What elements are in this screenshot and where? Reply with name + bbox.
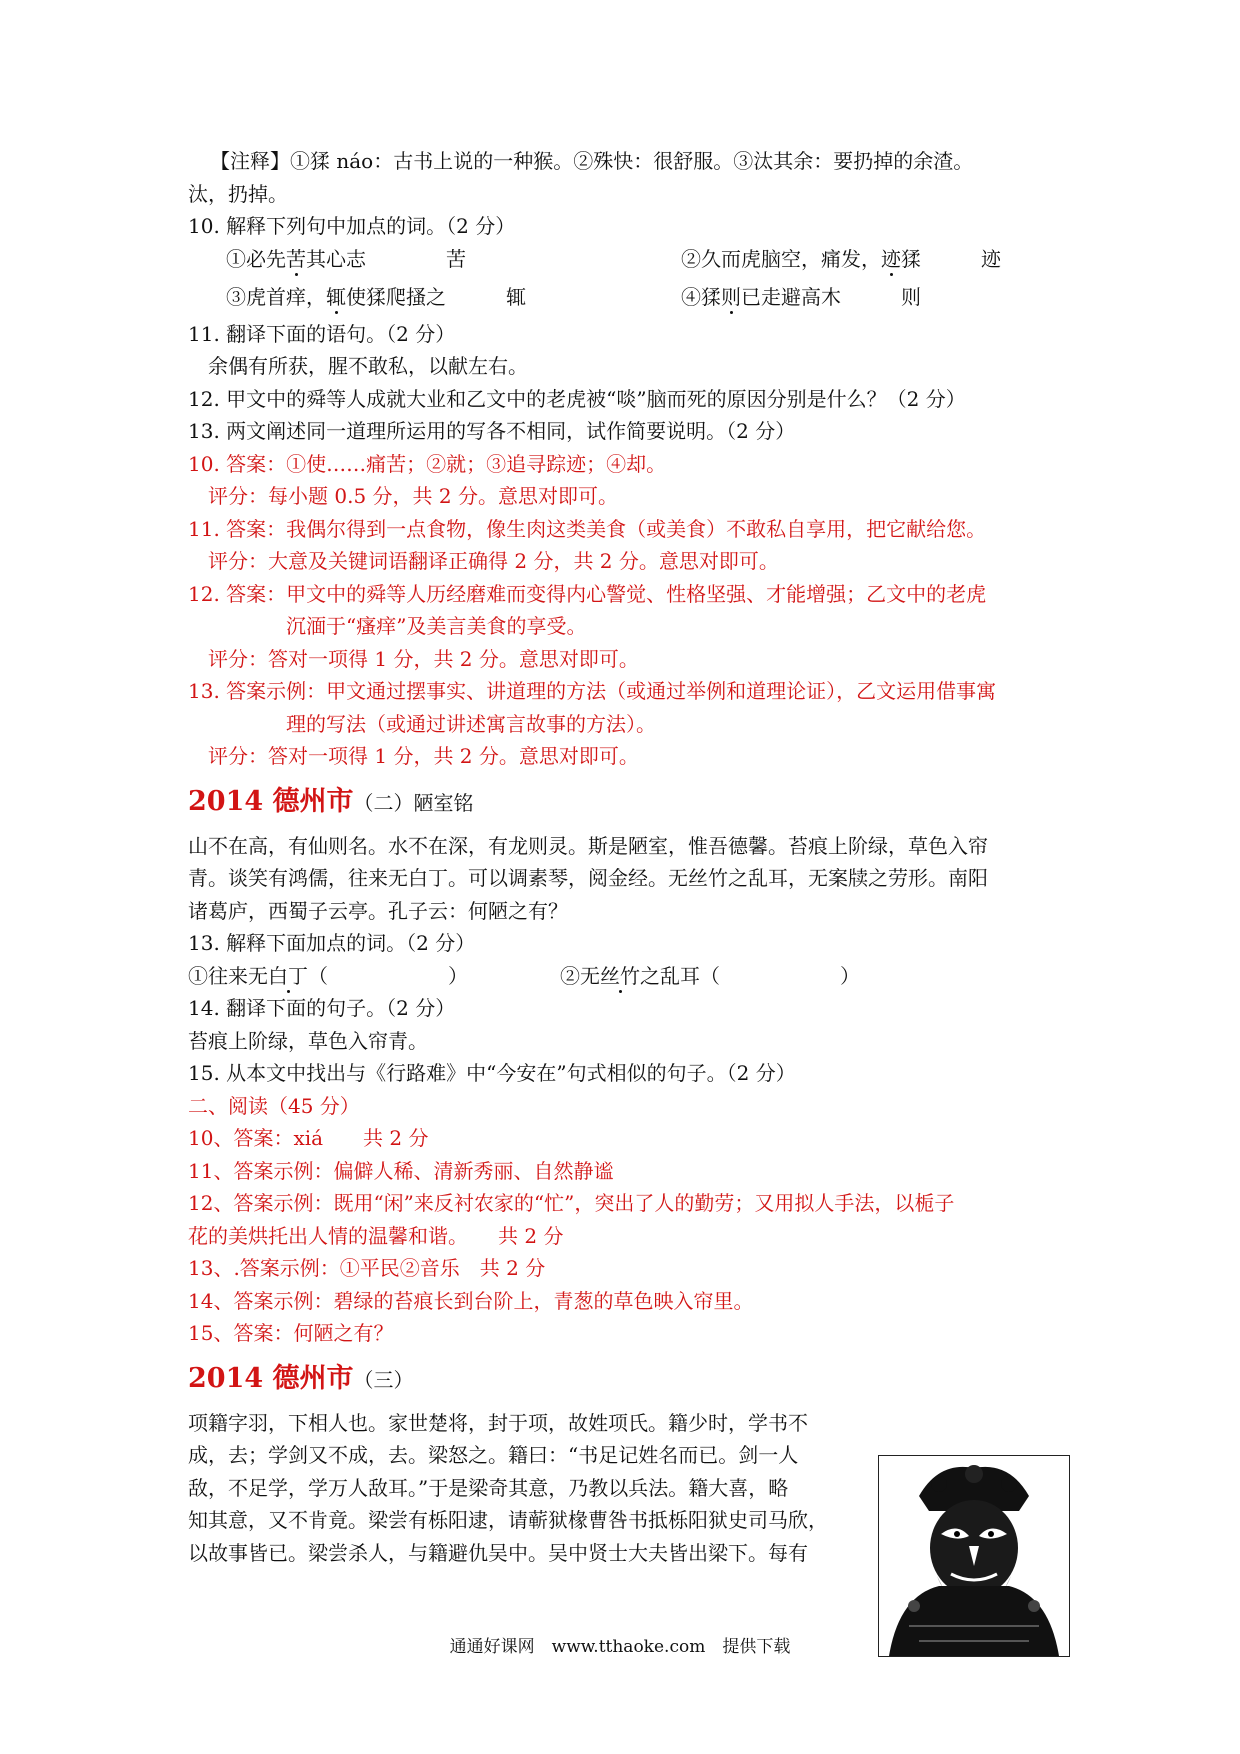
answer-12: 12、答案示例：既用“闲”来反衬农家的“忙”，突出了人的勤劳；又用拟人手法，以栀子 (188, 1191, 955, 1215)
note-line: 汰，扔掉。 (188, 181, 288, 206)
answer-10: 10. 答案：①使……痛苦；②就；③追寻踪迹；④却。 (188, 451, 667, 476)
answer-13-cont: 理的写法（或通过讲述寓言故事的方法）。 (286, 711, 656, 736)
opera-mask-portrait-image (878, 1455, 1070, 1657)
passage-line: 青。谈笑有鸿儒，往来无白丁。可以调素琴，阅金经。无丝竹之乱耳，无案牍之劳形。南阳 (188, 866, 988, 890)
passage-line: 项籍字羽，下相人也。家世楚将，封于项，故姓项氏。籍少时，学书不 (188, 1410, 808, 1435)
passage-line: 诸葛庐，西蜀子云亭。孔子云：何陋之有？ (188, 898, 568, 923)
q10-item-2: ②久而虎脑空，痛发，迹猱 迹 (681, 246, 1001, 271)
q13-row (188, 960, 1058, 993)
answer-12-cont: 沉湎于“瘙痒”及美言美食的享受。 (286, 614, 587, 638)
footer-download-credit: 通通好课网 www.tthaoke.com 提供下载 (449, 1637, 791, 1657)
question-14-text: 苔痕上阶绿，草色入帘青。 (188, 1028, 428, 1053)
q10-row (188, 243, 1058, 276)
question-13: 13. 解释下面加点的词。（2 分） (188, 931, 476, 955)
q10-item-3: ③虎首痒，辄使猱爬搔之 辄 (226, 285, 526, 309)
document-body (188, 145, 1058, 1569)
answer-13: 13. 答案示例：甲文通过摆事实、讲道理的方法（或通过举例和道理论证），乙文运用借事寓 (188, 679, 997, 703)
question-10: 10. 解释下列句中加点的词。（2 分） (188, 214, 516, 238)
question-15: 15. 从本文中找出与《行路难》中“今安在”句式相似的句子。（2 分） (188, 1061, 796, 1085)
section-heading-2 (188, 785, 1058, 820)
score-10: 评分：每小题 0.5 分，共 2 分。意思对即可。 (208, 484, 618, 508)
passage-line: 敌，不足学，学万人敌耳。”于是梁奇其意，乃教以兵法。籍大喜，略 (188, 1475, 789, 1500)
question-14: 14. 翻译下面的句子。（2 分） (188, 996, 456, 1020)
answer-12-cont: 花的美烘托出人情的温馨和谐。 共 2 分 (188, 1223, 564, 1248)
passage-line: 以故事皆已。梁尝杀人，与籍避仇吴中。吴中贤士大夫皆出梁下。每有 (188, 1540, 808, 1565)
answer-11: 11. 答案：我偶尔得到一点食物，像生肉这类美食（或美食）不敢私自享用，把它献给您。 (188, 516, 987, 541)
score-13: 评分：答对一项得 1 分，共 2 分。意思对即可。 (208, 744, 639, 768)
answer-13: 13、.答案示例：①平民②音乐 共 2 分 (188, 1256, 546, 1280)
question-13: 13. 两文阐述同一道理所运用的写各不相同，试作简要说明。（2 分） (188, 419, 796, 443)
section-subtitle: （三） (353, 1367, 414, 1392)
passage-line: 成，去；学剑又不成，去。梁怒之。籍曰：“书足记姓名而已。剑一人 (188, 1443, 799, 1467)
answer-10: 10、答案：xiá 共 2 分 (188, 1126, 429, 1150)
score-11: 评分：大意及关键词语翻译正确得 2 分，共 2 分。意思对即可。 (208, 549, 779, 573)
question-11-text: 余偶有所获，腥不敢私，以献左右。 (208, 354, 528, 378)
answers-heading: 二、阅读（45 分） (188, 1093, 360, 1118)
passage-line: 知其意，又不肯竟。梁尝有栎阳逮，请蕲狱椽曹咎书抵栎阳狱史司马欣， (188, 1508, 828, 1532)
answer-15: 15、答案：何陋之有？ (188, 1321, 394, 1345)
score-12: 评分：答对一项得 1 分，共 2 分。意思对即可。 (208, 646, 639, 671)
section-subtitle: （二）陋室铭 (353, 790, 474, 815)
answer-14: 14、答案示例：碧绿的苔痕长到台阶上，青葱的草色映入帘里。 (188, 1288, 754, 1313)
q13-item-2: ②无丝竹之乱耳（ ） (560, 963, 860, 988)
question-12: 12. 甲文中的舜等人成就大业和乙文中的老虎被“啖”脑而死的原因分别是什么？（2 分） (188, 386, 966, 411)
section-heading-3 (188, 1362, 1058, 1397)
section-title: 2014 德州市 (188, 785, 354, 817)
passage-line: 山不在高，有仙则名。水不在深，有龙则灵。斯是陋室，惟吾德馨。苔痕上阶绿，草色入帘 (188, 833, 988, 858)
answer-11: 11、答案示例：偏僻人稀、清新秀丽、自然静谧 (188, 1158, 614, 1183)
question-11: 11. 翻译下面的语句。（2 分） (188, 321, 456, 346)
answer-12: 12. 答案：甲文中的舜等人历经磨难而变得内心警觉、性格坚强、才能增强；乙文中的老虎 (188, 581, 987, 606)
q10-item-4: ④猱则已走避高木 则 (681, 285, 921, 309)
section-title: 2014 德州市 (188, 1362, 354, 1394)
note-line: 【注释】①猱 náo：古书上说的一种猴。②殊快：很舒服。③汰其余：要扔掉的余渣。 (210, 149, 974, 173)
q10-item-1: ①必先苦其心志 苦 (226, 246, 466, 271)
q10-row (188, 281, 1058, 314)
q13-item-1: ①往来无白丁（ ） (188, 963, 468, 988)
